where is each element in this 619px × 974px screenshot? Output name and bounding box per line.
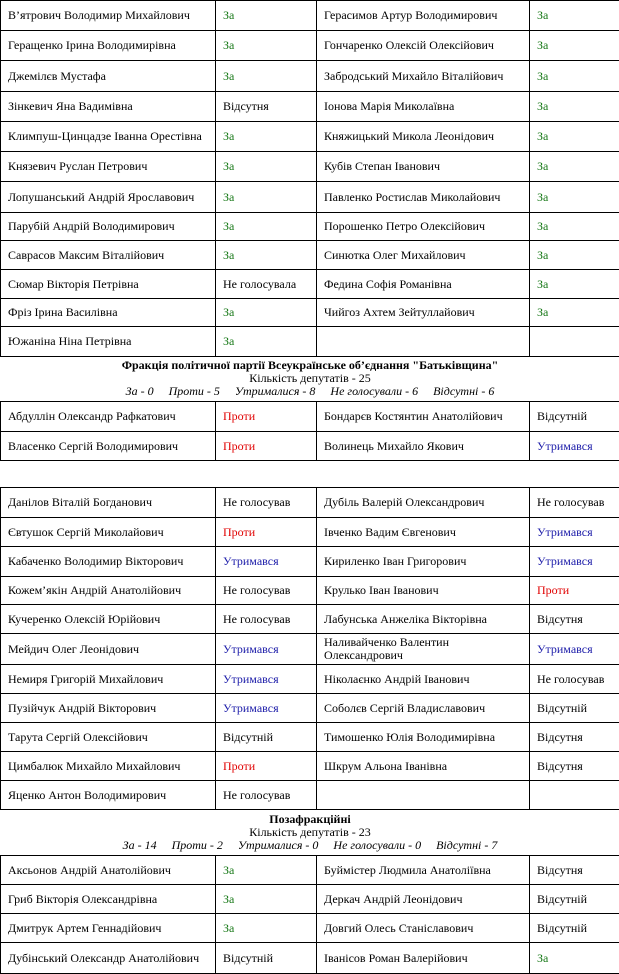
vote-result: За [530, 92, 619, 122]
deputy-name: Чийгоз Ахтем Зейтуллайович [317, 299, 530, 327]
deputy-row [1, 723, 619, 752]
deputy-name: Пузійчук Андрій Вікторович [1, 694, 216, 723]
deputy-row [1, 182, 619, 213]
deputy-row [1, 781, 619, 810]
vote-result: Утримався [216, 547, 317, 577]
deputy-row [1, 577, 619, 605]
deputy-name: Дубінський Олександр Анатолійович [1, 943, 216, 974]
vote-result: За [530, 122, 619, 152]
vote-result: Проти [216, 402, 317, 432]
vote-result: Утримався [530, 634, 619, 665]
deputy-row [1, 518, 619, 547]
deputy-row [1, 1, 619, 31]
deputy-row [1, 694, 619, 723]
deputy-row [1, 752, 619, 781]
deputy-name: Порошенко Петро Олексійович [317, 213, 530, 241]
vote-result: Відсутня [530, 752, 619, 781]
deputy-name: Федина Софія Романівна [317, 270, 530, 299]
deputy-row [1, 327, 619, 357]
deputy-name: Герасимов Артур Володимирович [317, 1, 530, 31]
faction-title: Фракція політичної партії Всеукраїнське об’єднання "Батьківщина" [1, 359, 619, 372]
deputy-row [1, 488, 619, 518]
pozafraktsiyni-header [1, 810, 619, 856]
vote-result: Утримався [216, 694, 317, 723]
vote-result: За [216, 856, 317, 885]
vote-result [530, 781, 619, 810]
section-1-rows [1, 1, 619, 357]
vote-result: Відсутній [530, 402, 619, 432]
deputy-name: Довгий Олесь Станіславович [317, 914, 530, 943]
faction-stats: За - 14 Проти - 2 Утрималися - 0 Не голосували - 0 Відсутні - 7 [1, 839, 619, 852]
deputy-name: Сюмар Вікторія Петрівна [1, 270, 216, 299]
deputy-name: Южаніна Ніна Петрівна [1, 327, 216, 357]
vote-result: За [216, 1, 317, 31]
vote-result: За [216, 213, 317, 241]
deputy-row [1, 241, 619, 270]
deputy-name: Кириленко Іван Григорович [317, 547, 530, 577]
deputy-name: Княжицький Микола Леонідович [317, 122, 530, 152]
deputy-name: Івченко Вадим Євгенович [317, 518, 530, 547]
deputy-name: Лопушанський Андрій Ярославович [1, 182, 216, 213]
deputy-name: Павленко Ростислав Миколайович [317, 182, 530, 213]
vote-result [530, 327, 619, 357]
vote-result: За [530, 182, 619, 213]
vote-result: Проти [530, 577, 619, 605]
vote-result: Не голосував [530, 488, 619, 518]
deputy-row [1, 270, 619, 299]
deputy-row [1, 914, 619, 943]
deputy-row [1, 943, 619, 974]
vote-result: За [216, 31, 317, 61]
vote-result: За [216, 122, 317, 152]
page-gap [1, 461, 619, 488]
vote-result: За [530, 241, 619, 270]
deputy-name: Абдуллін Олександр Рафкатович [1, 402, 216, 432]
deputy-name: Цимбалюк Михайло Михайлович [1, 752, 216, 781]
deputy-name: В’ятрович Володимир Михайлович [1, 1, 216, 31]
deputy-name: Джемілєв Мустафа [1, 61, 216, 92]
deputy-name: Ніколаєнко Андрій Іванович [317, 665, 530, 694]
deputy-name: Шкрум Альона Іванівна [317, 752, 530, 781]
vote-result: Не голосував [216, 605, 317, 634]
deputy-name: Немиря Григорій Михайлович [1, 665, 216, 694]
deputy-name: Мейдич Олег Леонідович [1, 634, 216, 665]
deputy-name: Соболєв Сергій Владиславович [317, 694, 530, 723]
deputy-name: Парубій Андрій Володимирович [1, 213, 216, 241]
vote-result: Проти [216, 432, 317, 461]
deputy-name: Саврасов Максим Віталійович [1, 241, 216, 270]
deputy-name: Деркач Андрій Леонідович [317, 885, 530, 914]
deputy-row [1, 432, 619, 461]
deputy-row [1, 213, 619, 241]
batkivshchyna-rows-top [1, 402, 619, 461]
pozafraktsiyni-rows [1, 856, 619, 974]
vote-result: За [216, 241, 317, 270]
deputy-row [1, 856, 619, 885]
vote-result: За [216, 61, 317, 92]
faction-count: Кількість депутатів - 23 [1, 826, 619, 839]
deputy-name: Крулько Іван Іванович [317, 577, 530, 605]
deputy-row [1, 299, 619, 327]
deputy-row [1, 31, 619, 61]
deputy-name [317, 781, 530, 810]
deputy-name: Гриб Вікторія Олександрівна [1, 885, 216, 914]
deputy-name: Бондарєв Костянтин Анатолійович [317, 402, 530, 432]
deputy-name: Кабаченко Володимир Вікторович [1, 547, 216, 577]
deputy-row [1, 61, 619, 92]
deputy-name: Лабунська Анжеліка Вікторівна [317, 605, 530, 634]
vote-result: Утримався [530, 518, 619, 547]
deputy-name: Забродський Михайло Віталійович [317, 61, 530, 92]
vote-result: За [530, 31, 619, 61]
batkivshchyna-rows-bottom [1, 488, 619, 810]
vote-result: За [530, 299, 619, 327]
deputy-name: Тимошенко Юлія Володимирівна [317, 723, 530, 752]
deputy-name: Іванісов Роман Валерійович [317, 943, 530, 974]
deputy-row [1, 402, 619, 432]
vote-result: Не голосував [216, 781, 317, 810]
deputy-name: Аксьонов Андрій Анатолійович [1, 856, 216, 885]
vote-result: За [216, 914, 317, 943]
deputy-name: Дубіль Валерій Олександрович [317, 488, 530, 518]
vote-result: Не голосувала [216, 270, 317, 299]
deputy-name: Євтушок Сергій Миколайович [1, 518, 216, 547]
vote-result: Відсутній [530, 914, 619, 943]
deputy-name: Фріз Ірина Василівна [1, 299, 216, 327]
deputy-name: Князевич Руслан Петрович [1, 152, 216, 182]
vote-result: Не голосував [530, 665, 619, 694]
vote-result: Не голосував [216, 488, 317, 518]
deputy-name: Данілов Віталій Богданович [1, 488, 216, 518]
vote-result: За [530, 152, 619, 182]
vote-result: Відсутня [530, 856, 619, 885]
faction-title: Позафракційні [1, 813, 619, 826]
vote-result: Відсутній [530, 885, 619, 914]
vote-result: За [216, 299, 317, 327]
deputy-name: Кучеренко Олексій Юрійович [1, 605, 216, 634]
vote-result: За [530, 1, 619, 31]
vote-result: За [216, 327, 317, 357]
vote-result: Відсутній [216, 723, 317, 752]
deputy-name: Зінкевич Яна Вадимівна [1, 92, 216, 122]
vote-result: За [216, 152, 317, 182]
deputy-row [1, 122, 619, 152]
deputy-row [1, 665, 619, 694]
vote-result: Відсутня [216, 92, 317, 122]
vote-result: За [216, 885, 317, 914]
deputy-name: Буймістер Людмила Анатоліївна [317, 856, 530, 885]
deputy-row [1, 605, 619, 634]
vote-result: Утримався [530, 432, 619, 461]
deputy-name: Волинець Михайло Якович [317, 432, 530, 461]
vote-result: Утримався [530, 547, 619, 577]
deputy-row [1, 547, 619, 577]
deputy-name: Климпуш-Цинцадзе Іванна Орестівна [1, 122, 216, 152]
vote-result: Відсутній [530, 694, 619, 723]
deputy-name: Кожем’якін Андрій Анатолійович [1, 577, 216, 605]
faction-count: Кількість депутатів - 25 [1, 372, 619, 385]
vote-result: Відсутній [216, 943, 317, 974]
deputy-name: Кубів Степан Іванович [317, 152, 530, 182]
vote-result: Відсутня [530, 723, 619, 752]
faction-stats: За - 0 Проти - 5 Утрималися - 8 Не голосували - 6 Відсутні - 6 [1, 385, 619, 398]
deputy-row [1, 634, 619, 665]
deputy-name: Дмитрук Артем Геннадійович [1, 914, 216, 943]
batkivshchyna-header [1, 357, 619, 402]
deputy-name: Гончаренко Олексій Олексійович [317, 31, 530, 61]
deputy-row [1, 885, 619, 914]
deputy-name: Геращенко Ірина Володимирівна [1, 31, 216, 61]
vote-result: Утримався [216, 665, 317, 694]
deputy-name: Синютка Олег Михайлович [317, 241, 530, 270]
vote-result: Утримався [216, 634, 317, 665]
vote-result: Не голосував [216, 577, 317, 605]
deputy-row [1, 152, 619, 182]
deputy-name: Наливайченко Валентин Олександрович [317, 634, 530, 665]
vote-result: За [530, 270, 619, 299]
deputy-name [317, 327, 530, 357]
vote-result: За [216, 182, 317, 213]
deputy-name: Яценко Антон Володимирович [1, 781, 216, 810]
vote-result: За [530, 943, 619, 974]
deputy-name: Власенко Сергій Володимирович [1, 432, 216, 461]
deputy-row [1, 92, 619, 122]
vote-result: Відсутня [530, 605, 619, 634]
vote-result: За [530, 61, 619, 92]
deputy-name: Іонова Марія Миколаївна [317, 92, 530, 122]
deputy-name: Тарута Сергій Олексійович [1, 723, 216, 752]
vote-result: Проти [216, 518, 317, 547]
vote-result: Проти [216, 752, 317, 781]
vote-result: За [530, 213, 619, 241]
